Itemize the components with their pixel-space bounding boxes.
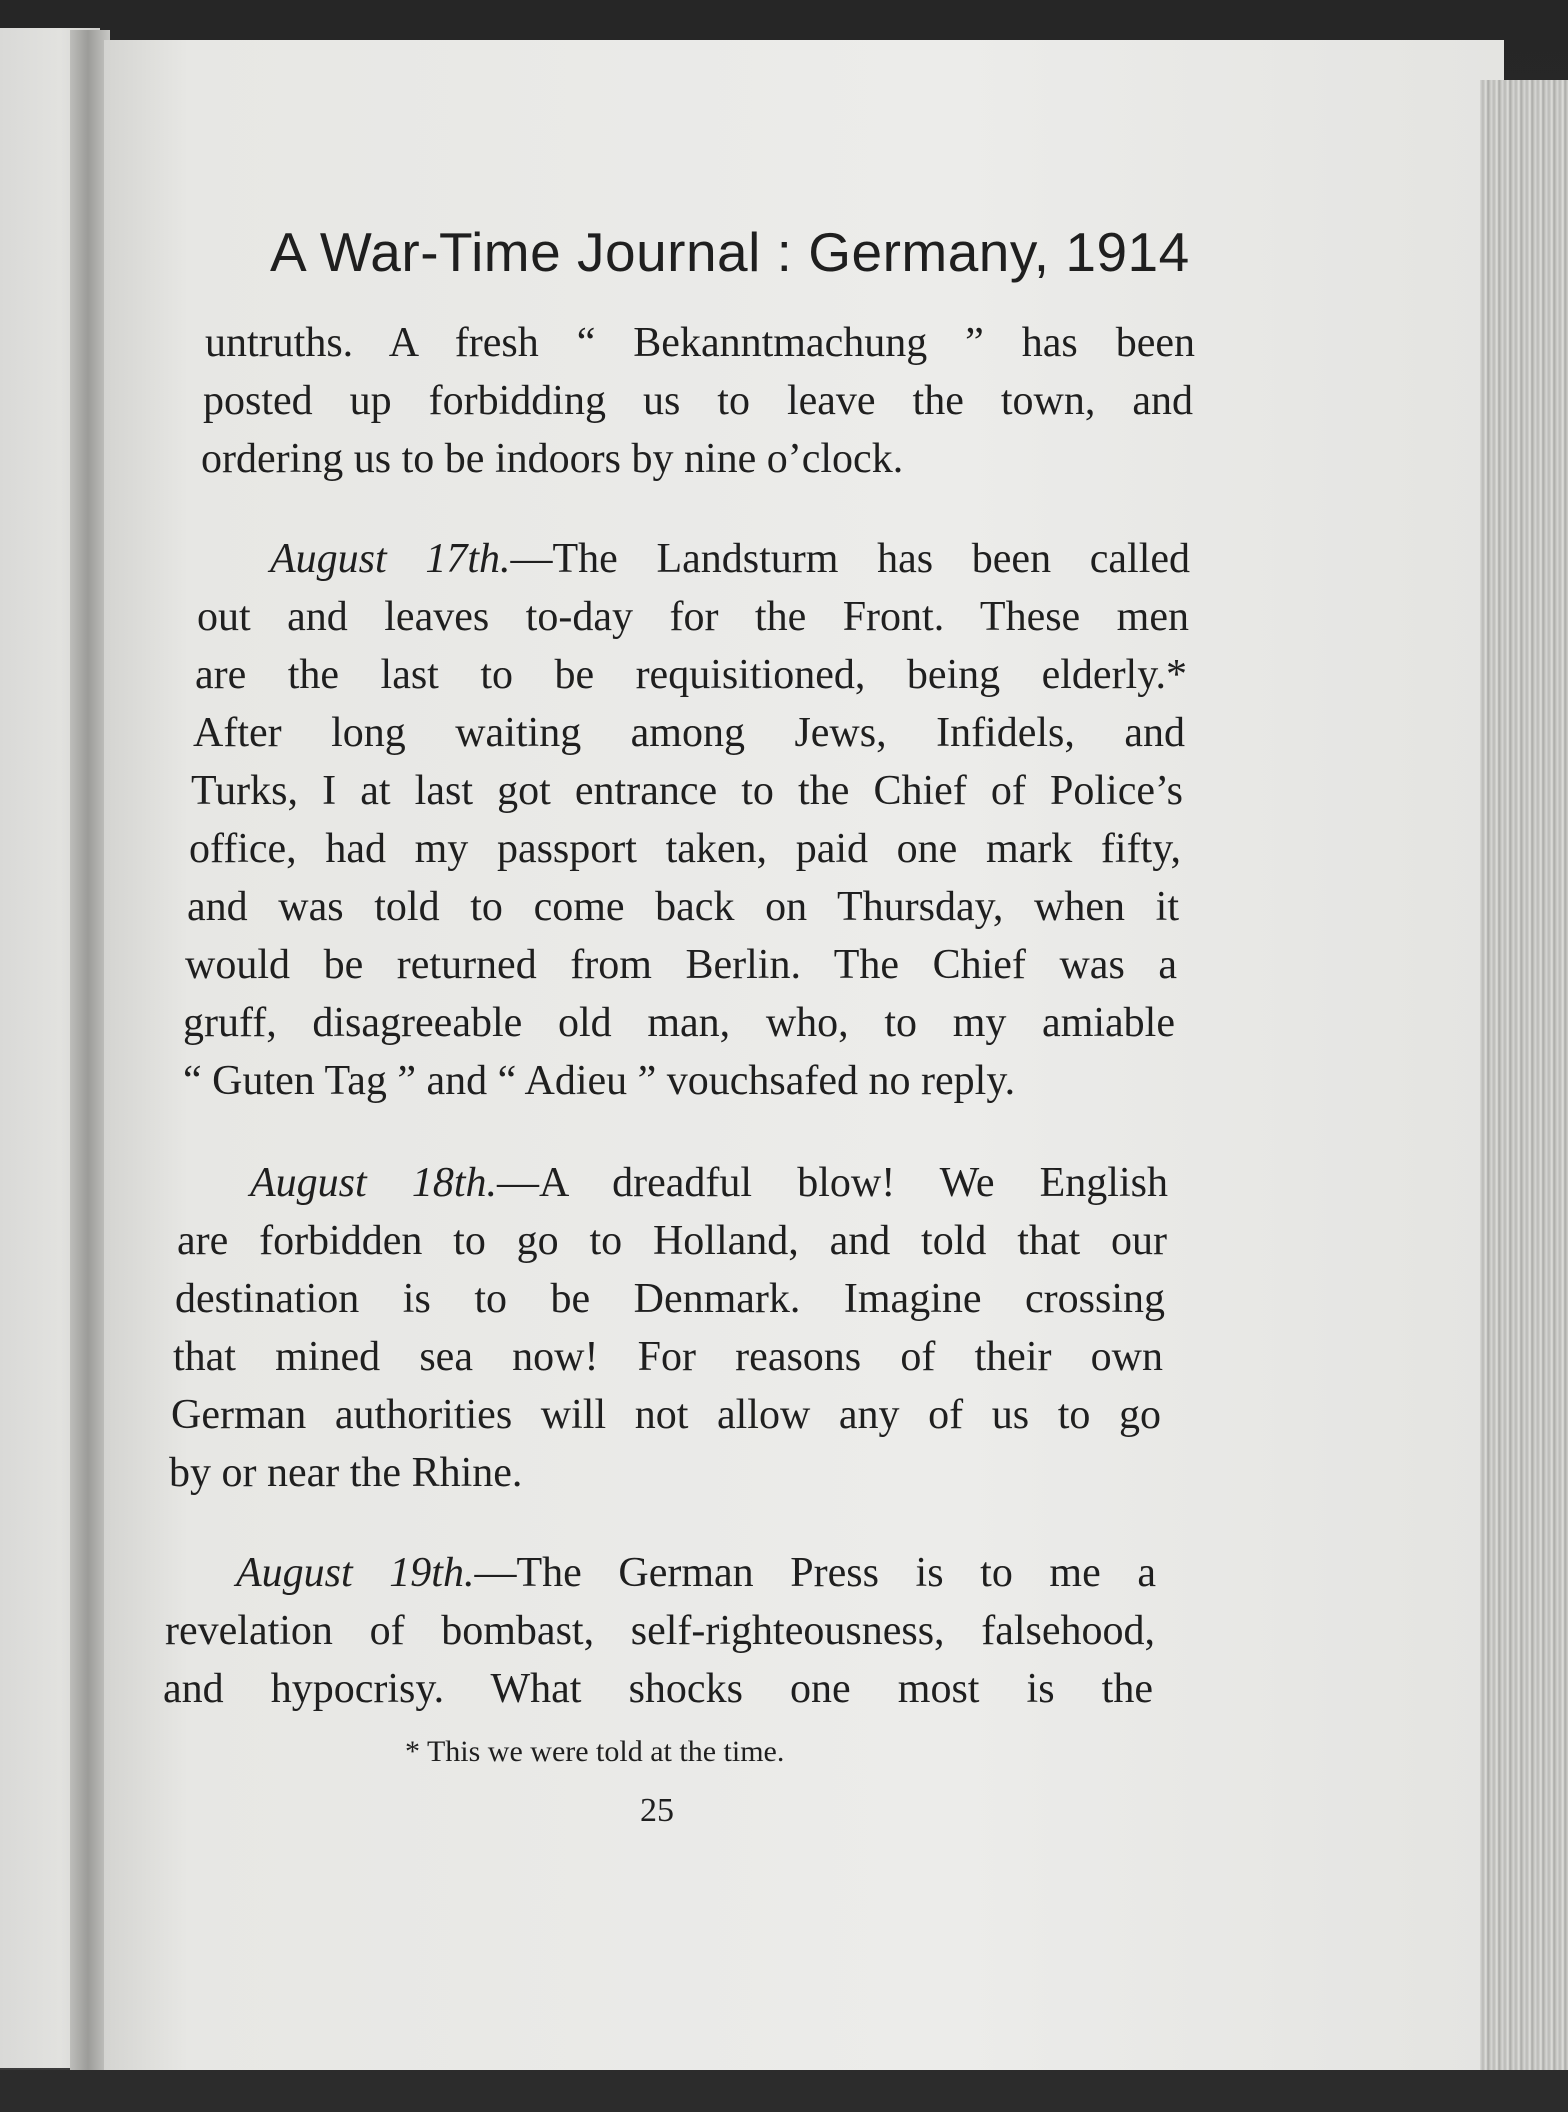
entry-text: —The German Press is to me a [474, 1550, 1156, 1596]
text-line: ordering us to be indoors by nine o’clock. [201, 436, 904, 482]
text-line: would be returned from Berlin. The Chief was a [185, 942, 1177, 988]
entry-text: —A dreadful blow! We English [496, 1160, 1168, 1206]
text-line: and hypocrisy. What shocks one most is the [163, 1666, 1153, 1712]
text-line: Turks, I at last got entrance to the Chief of Police’s [191, 768, 1183, 814]
text-line: gruff, disagreeable old man, who, to my amiable [183, 1000, 1175, 1046]
entry-first-line [270, 538, 1190, 580]
text-line: “ Guten Tag ” and “ Adieu ” vouchsafed no reply. [183, 1058, 1016, 1104]
entry-first-line [250, 1162, 1168, 1204]
text-line: revelation of bombast, self-righteousness, falsehood, [165, 1608, 1155, 1654]
entry-date: August 19th. [236, 1550, 475, 1596]
text-line: posted up forbidding us to leave the town, and [203, 378, 1193, 424]
entry-first-line [236, 1552, 1156, 1594]
entry-text: —The Landsturm has been called [510, 536, 1190, 582]
entry-date: August 18th. [250, 1160, 497, 1206]
text-line: office, had my passport taken, paid one mark fifty, [189, 826, 1181, 872]
text-line: German authorities will not allow any of us to go [171, 1392, 1161, 1438]
text-line: are forbidden to go to Holland, and told that our [177, 1218, 1167, 1264]
text-line: are the last to be requisitioned, being elderly.* [195, 652, 1187, 698]
text-line: out and leaves to-day for the Front. These men [197, 594, 1189, 640]
page-number: 25 [640, 1792, 674, 1829]
footnote: * This we were told at the time. [405, 1735, 785, 1768]
text-line: untruths. A fresh “ Bekanntmachung ” has been [205, 320, 1195, 366]
text-line: After long waiting among Jews, Infidels, and [193, 710, 1185, 756]
running-header: A War-Time Journal : Germany, 1914 [270, 221, 1190, 283]
text-line: and was told to come back on Thursday, when it [187, 884, 1179, 930]
entry-date: August 17th. [270, 536, 511, 582]
text-line: destination is to be Denmark. Imagine crossing [175, 1276, 1165, 1322]
text-line: by or near the Rhine. [169, 1450, 523, 1496]
text-line: that mined sea now! For reasons of their own [173, 1334, 1163, 1380]
